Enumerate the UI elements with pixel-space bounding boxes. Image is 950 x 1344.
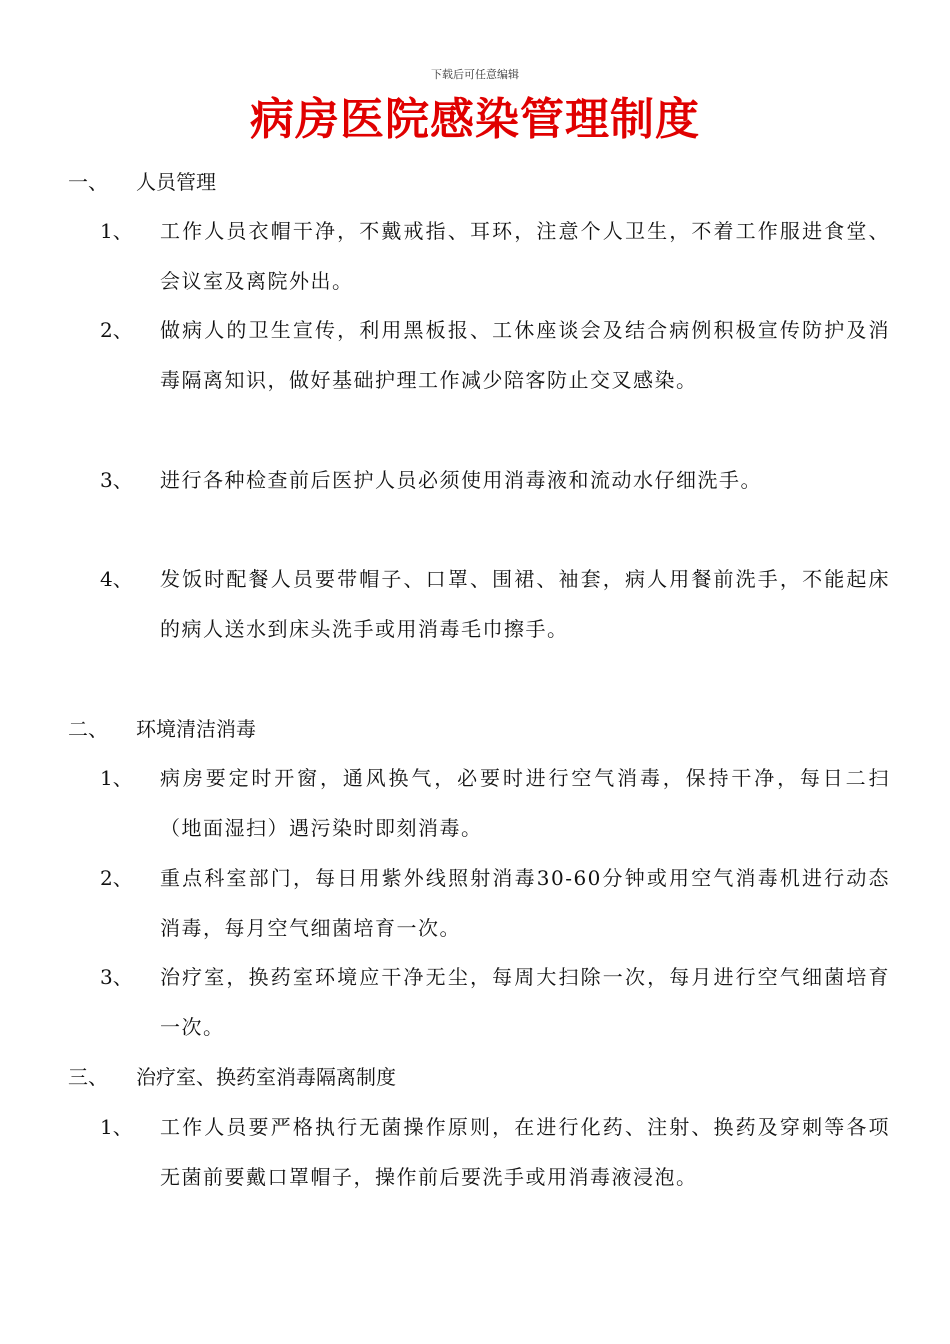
document-title: 病房医院感染管理制度 xyxy=(250,94,700,145)
header-note: 下载后可任意编辑 xyxy=(431,68,519,81)
list-item xyxy=(100,305,890,405)
section-number: 一、 xyxy=(68,170,108,194)
section-title: 人员管理 xyxy=(136,170,216,194)
list-item xyxy=(100,1102,890,1202)
item-number: 1、 xyxy=(100,1115,133,1139)
item-number: 1、 xyxy=(100,766,133,790)
section-title: 环境清洁消毒 xyxy=(136,717,256,741)
list-item xyxy=(100,853,890,953)
item-text: 治疗室，换药室环境应干净无尘，每周大扫除一次，每月进行空气细菌培育一次。 xyxy=(160,965,890,1039)
item-number: 2、 xyxy=(100,318,133,342)
item-text: 做病人的卫生宣传，利用黑板报、工休座谈会及结合病例积极宣传防护及消毒隔离知识，做好基础护理工作减少陪客防止交叉感染。 xyxy=(160,318,890,392)
list-item xyxy=(100,554,890,654)
section-title: 治疗室、换药室消毒隔离制度 xyxy=(136,1065,396,1089)
item-number: 2、 xyxy=(100,866,133,890)
item-text: 重点科室部门，每日用紫外线照射消毒30-60分钟或用空气消毒机进行动态消毒，每月空气细菌培育一次。 xyxy=(160,866,890,940)
list-item xyxy=(100,455,890,505)
list-item xyxy=(100,952,890,1052)
item-number: 1、 xyxy=(100,219,133,243)
section-number: 二、 xyxy=(68,717,108,741)
item-number: 3、 xyxy=(100,468,133,492)
list-item xyxy=(100,206,890,306)
section-heading-3 xyxy=(68,1062,396,1092)
item-text: 病房要定时开窗，通风换气，必要时进行空气消毒，保持干净，每日二扫（地面湿扫）遇污染时即刻消毒。 xyxy=(160,766,890,840)
item-text: 发饭时配餐人员要带帽子、口罩、围裙、袖套，病人用餐前洗手，不能起床的病人送水到床头洗手或用消毒毛巾擦手。 xyxy=(160,567,890,641)
item-number: 3、 xyxy=(100,965,133,989)
item-text: 工作人员要严格执行无菌操作原则，在进行化药、注射、换药及穿刺等各项无菌前要戴口罩帽子，操作前后要洗手或用消毒液浸泡。 xyxy=(160,1115,890,1189)
section-number: 三、 xyxy=(68,1065,108,1089)
item-text: 进行各种检查前后医护人员必须使用消毒液和流动水仔细洗手。 xyxy=(160,468,762,492)
section-heading-2 xyxy=(68,714,256,744)
section-heading-1 xyxy=(68,167,216,197)
item-text: 工作人员衣帽干净，不戴戒指、耳环，注意个人卫生，不着工作服进食堂、会议室及离院外出。 xyxy=(160,219,890,293)
list-item xyxy=(100,753,890,853)
item-number: 4、 xyxy=(100,567,133,591)
